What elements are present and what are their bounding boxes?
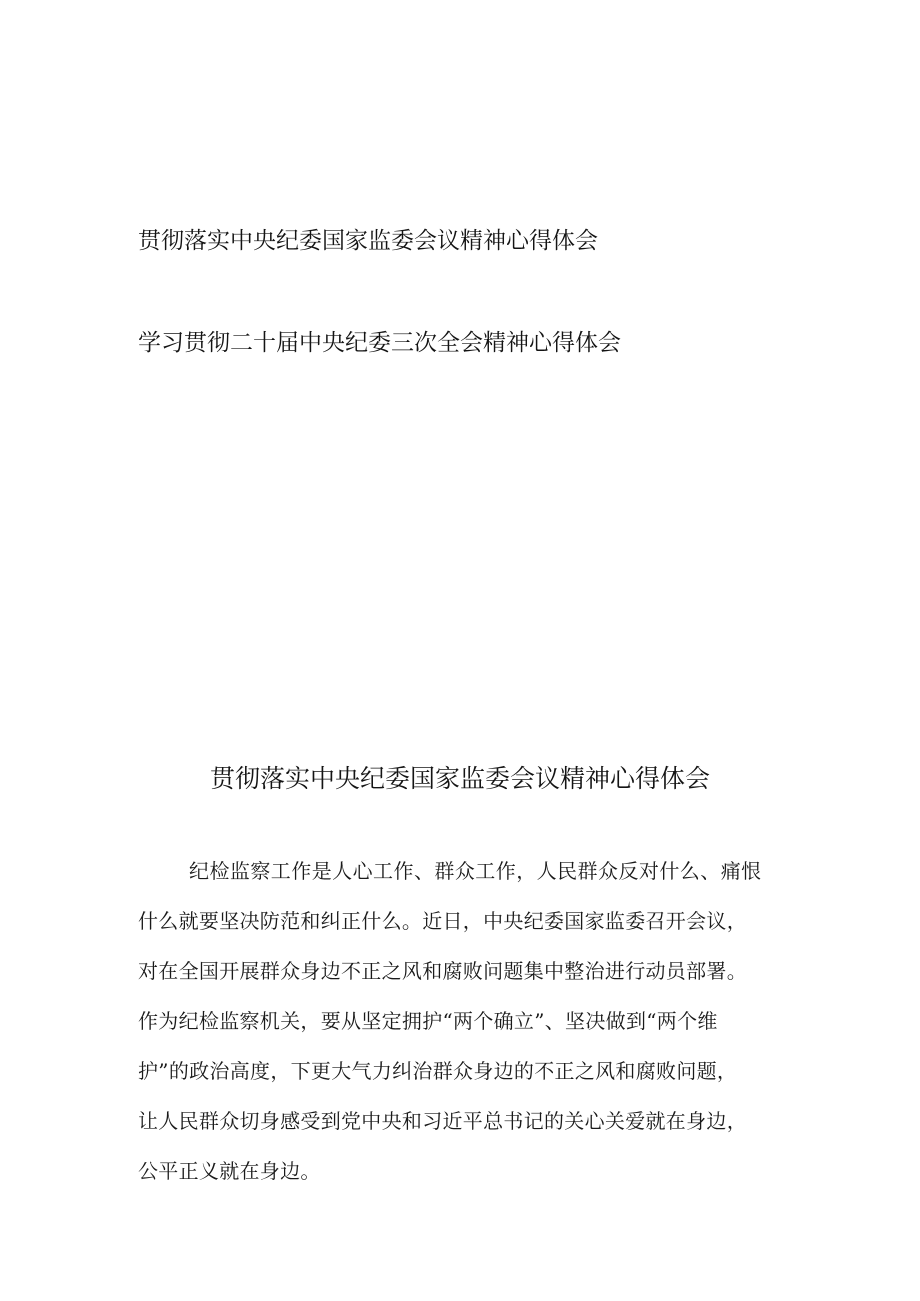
paragraph-line-7: 公平正义就在身边。 xyxy=(138,1159,321,1183)
paragraph-line-1: 纪检监察工作是人心工作、群众工作，人民群众反对什么、痛恨 xyxy=(189,859,762,883)
paragraph-line-2: 什么就要坚决防范和纠正什么。近日，中央纪委国家监委召开会议， xyxy=(138,909,747,933)
article-title: 贯彻落实中央纪委国家监委会议精神心得体会 xyxy=(209,764,710,793)
paragraph-line-6: 让人民群众切身感受到党中央和习近平总书记的关心关爱就在身边， xyxy=(138,1109,747,1133)
toc-item-2: 学习贯彻二十届中央纪委三次全会精神心得体会 xyxy=(138,330,621,356)
paragraph-line-5: 护”的政治高度，下更大气力纠治群众身边的不正之风和腐败问题， xyxy=(138,1059,738,1083)
toc-item-1: 贯彻落实中央纪委国家监委会议精神心得体会 xyxy=(138,228,598,254)
paragraph-line-4: 作为纪检监察机关，要从坚定拥护“两个确立”、坚决做到“两个维 xyxy=(138,1009,718,1033)
paragraph-line-3: 对在全国开展群众身边不正之风和腐败问题集中整治进行动员部署。 xyxy=(138,959,747,983)
